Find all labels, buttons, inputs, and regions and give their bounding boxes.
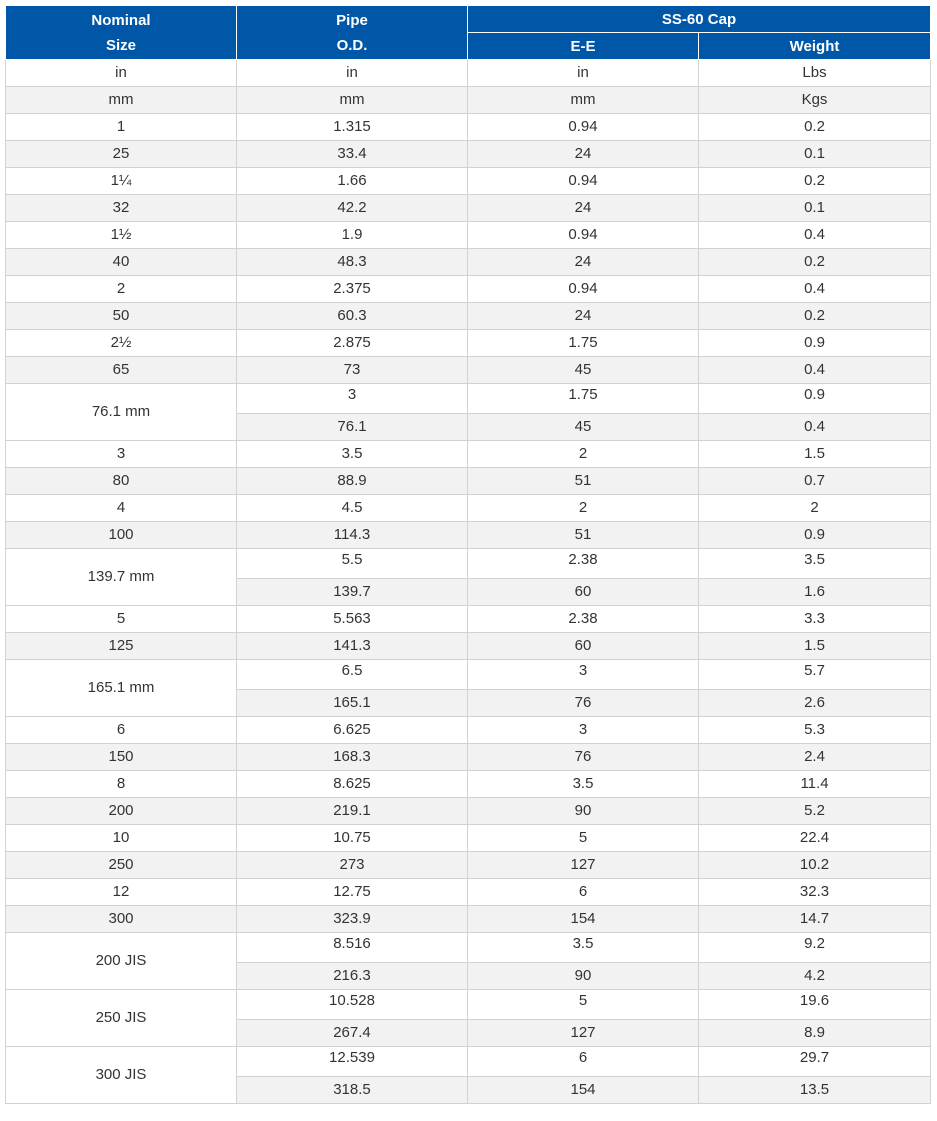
- weight-cell: 0.4: [699, 357, 931, 384]
- ee-cell: 90: [468, 963, 699, 990]
- ee-cell: in: [468, 60, 699, 87]
- pipe-od-cell: 8.625: [237, 771, 468, 798]
- weight-header: Weight: [699, 33, 931, 60]
- nominal-size-cell: 1½: [6, 222, 237, 249]
- pipe-od-cell: in: [237, 60, 468, 87]
- nominal-size-cell: 8: [6, 771, 237, 798]
- pipe-od-cell: 76.1: [237, 414, 468, 441]
- pipe-header-line1: Pipe: [336, 11, 368, 29]
- weight-cell: 9.2: [699, 933, 931, 963]
- pipe-od-cell: 2.375: [237, 276, 468, 303]
- ee-cell: mm: [468, 87, 699, 114]
- ee-cell: 45: [468, 414, 699, 441]
- pipe-od-cell: 1.315: [237, 114, 468, 141]
- pipe-header-line2: O.D.: [336, 36, 368, 54]
- ee-cell: 127: [468, 1020, 699, 1047]
- table-row: [6, 222, 931, 249]
- ee-cell: 51: [468, 468, 699, 495]
- nominal-size-cell: 250 JIS: [6, 990, 237, 1047]
- ee-cell: 127: [468, 852, 699, 879]
- pipe-od-cell: 165.1: [237, 690, 468, 717]
- ee-cell: 60: [468, 579, 699, 606]
- ee-cell: 5: [468, 990, 699, 1020]
- table-row: [6, 825, 931, 852]
- ee-cell: 76: [468, 690, 699, 717]
- ee-cell: 24: [468, 141, 699, 168]
- weight-cell: 0.2: [699, 303, 931, 330]
- table-row: [6, 114, 931, 141]
- nominal-size-cell: 65: [6, 357, 237, 384]
- nominal-size-cell: 125: [6, 633, 237, 660]
- pipe-od-cell: 10.75: [237, 825, 468, 852]
- pipe-od-cell: 1.66: [237, 168, 468, 195]
- table-row: [6, 441, 931, 468]
- pipe-od-cell: 5.5: [237, 549, 468, 579]
- pipe-od-cell: 267.4: [237, 1020, 468, 1047]
- ee-header: E-E: [468, 33, 699, 60]
- weight-cell: 1.5: [699, 633, 931, 660]
- nominal-size-cell: in: [6, 60, 237, 87]
- pipe-od-cell: 73: [237, 357, 468, 384]
- table-row: [6, 1047, 931, 1077]
- weight-cell: 14.7: [699, 906, 931, 933]
- nominal-size-cell: 1: [6, 114, 237, 141]
- table-row: [6, 303, 931, 330]
- table-row: [6, 495, 931, 522]
- nominal-size-cell: 76.1 mm: [6, 384, 237, 441]
- pipe-od-cell: 139.7: [237, 579, 468, 606]
- weight-cell: 5.2: [699, 798, 931, 825]
- pipe-od-cell: 6.5: [237, 660, 468, 690]
- table-row: [6, 384, 931, 414]
- weight-cell: 10.2: [699, 852, 931, 879]
- cap-group-header: SS-60 Cap: [468, 6, 931, 33]
- weight-cell: 2: [699, 495, 931, 522]
- pipe-od-cell: 8.516: [237, 933, 468, 963]
- nominal-size-cell: 80: [6, 468, 237, 495]
- weight-cell: 3.5: [699, 549, 931, 579]
- header-row: [6, 6, 931, 33]
- weight-cell: 0.2: [699, 114, 931, 141]
- table-row: [6, 87, 931, 114]
- pipe-od-cell: 219.1: [237, 798, 468, 825]
- table-header: [6, 6, 931, 60]
- ee-cell: 60: [468, 633, 699, 660]
- weight-cell: 22.4: [699, 825, 931, 852]
- nominal-size-cell: mm: [6, 87, 237, 114]
- pipe-od-cell: 6.625: [237, 717, 468, 744]
- ee-cell: 24: [468, 303, 699, 330]
- table-row: [6, 195, 931, 222]
- table-row: [6, 744, 931, 771]
- ee-cell: 3.5: [468, 933, 699, 963]
- nominal-header-line1: Nominal: [91, 11, 151, 29]
- weight-cell: 29.7: [699, 1047, 931, 1077]
- table-row: [6, 717, 931, 744]
- nominal-size-cell: 40: [6, 249, 237, 276]
- ee-cell: 0.94: [468, 276, 699, 303]
- pipe-od-cell: 4.5: [237, 495, 468, 522]
- ee-cell: 2: [468, 495, 699, 522]
- nominal-size-cell: 25: [6, 141, 237, 168]
- nominal-size-cell: 4: [6, 495, 237, 522]
- weight-cell: 0.4: [699, 414, 931, 441]
- weight-cell: 19.6: [699, 990, 931, 1020]
- weight-cell: 2.4: [699, 744, 931, 771]
- ee-cell: 5: [468, 825, 699, 852]
- nominal-size-cell: 1¼: [6, 168, 237, 195]
- ee-cell: 2: [468, 441, 699, 468]
- weight-cell: 11.4: [699, 771, 931, 798]
- pipe-od-cell: 60.3: [237, 303, 468, 330]
- table-row: [6, 660, 931, 690]
- nominal-size-cell: 150: [6, 744, 237, 771]
- nominal-size-cell: 5: [6, 606, 237, 633]
- table-row: [6, 990, 931, 1020]
- pipe-od-cell: 42.2: [237, 195, 468, 222]
- pipe-od-cell: 168.3: [237, 744, 468, 771]
- weight-cell: Kgs: [699, 87, 931, 114]
- pipe-od-cell: 33.4: [237, 141, 468, 168]
- pipe-od-cell: 273: [237, 852, 468, 879]
- weight-cell: 0.2: [699, 168, 931, 195]
- ee-cell: 6: [468, 1047, 699, 1077]
- table-row: [6, 249, 931, 276]
- weight-cell: 2.6: [699, 690, 931, 717]
- nominal-size-cell: 200: [6, 798, 237, 825]
- pipe-od-cell: 2.875: [237, 330, 468, 357]
- table-row: [6, 522, 931, 549]
- weight-cell: 5.3: [699, 717, 931, 744]
- pipe-od-cell: 10.528: [237, 990, 468, 1020]
- ee-cell: 154: [468, 906, 699, 933]
- ee-cell: 76: [468, 744, 699, 771]
- table-row: [6, 276, 931, 303]
- ee-cell: 0.94: [468, 168, 699, 195]
- table-row: [6, 852, 931, 879]
- nominal-size-cell: 139.7 mm: [6, 549, 237, 606]
- table-row: [6, 933, 931, 963]
- nominal-size-cell: 32: [6, 195, 237, 222]
- table-body: [6, 60, 931, 1104]
- nominal-size-cell: 2½: [6, 330, 237, 357]
- ee-cell: 45: [468, 357, 699, 384]
- weight-cell: 3.3: [699, 606, 931, 633]
- ee-cell: 1.75: [468, 330, 699, 357]
- table-row: [6, 798, 931, 825]
- weight-cell: 0.2: [699, 249, 931, 276]
- weight-cell: 0.9: [699, 522, 931, 549]
- pipe-od-cell: mm: [237, 87, 468, 114]
- pipe-od-cell: 114.3: [237, 522, 468, 549]
- pipe-od-cell: 141.3: [237, 633, 468, 660]
- pipe-od-cell: 318.5: [237, 1077, 468, 1104]
- ee-cell: 3: [468, 660, 699, 690]
- weight-cell: 0.4: [699, 276, 931, 303]
- weight-cell: 5.7: [699, 660, 931, 690]
- nominal-size-cell: 12: [6, 879, 237, 906]
- ee-cell: 2.38: [468, 606, 699, 633]
- table-row: [6, 906, 931, 933]
- table-row: [6, 357, 931, 384]
- ee-cell: 90: [468, 798, 699, 825]
- table-row: [6, 468, 931, 495]
- pipe-cap-spec-table: [5, 5, 931, 1104]
- pipe-od-header: [237, 6, 468, 60]
- nominal-header-line2: Size: [105, 36, 136, 54]
- weight-cell: 8.9: [699, 1020, 931, 1047]
- weight-cell: 0.4: [699, 222, 931, 249]
- nominal-size-cell: 100: [6, 522, 237, 549]
- nominal-size-cell: 2: [6, 276, 237, 303]
- ee-cell: 154: [468, 1077, 699, 1104]
- pipe-od-cell: 5.563: [237, 606, 468, 633]
- ee-cell: 3.5: [468, 771, 699, 798]
- pipe-od-cell: 88.9: [237, 468, 468, 495]
- weight-cell: 0.7: [699, 468, 931, 495]
- nominal-size-cell: 50: [6, 303, 237, 330]
- ee-cell: 0.94: [468, 222, 699, 249]
- pipe-od-cell: 12.75: [237, 879, 468, 906]
- ee-cell: 24: [468, 195, 699, 222]
- weight-cell: Lbs: [699, 60, 931, 87]
- ee-cell: 0.94: [468, 114, 699, 141]
- nominal-size-cell: 10: [6, 825, 237, 852]
- weight-cell: 1.5: [699, 441, 931, 468]
- pipe-od-cell: 323.9: [237, 906, 468, 933]
- table-row: [6, 633, 931, 660]
- pipe-od-cell: 216.3: [237, 963, 468, 990]
- weight-cell: 0.9: [699, 330, 931, 357]
- ee-cell: 6: [468, 879, 699, 906]
- weight-cell: 13.5: [699, 1077, 931, 1104]
- nominal-size-cell: 165.1 mm: [6, 660, 237, 717]
- nominal-size-header: [6, 6, 237, 60]
- table-row: [6, 60, 931, 87]
- table-row: [6, 549, 931, 579]
- pipe-od-cell: 3.5: [237, 441, 468, 468]
- pipe-od-cell: 1.9: [237, 222, 468, 249]
- weight-cell: 4.2: [699, 963, 931, 990]
- pipe-od-cell: 12.539: [237, 1047, 468, 1077]
- weight-cell: 1.6: [699, 579, 931, 606]
- weight-cell: 0.1: [699, 195, 931, 222]
- nominal-size-cell: 300: [6, 906, 237, 933]
- table-row: [6, 330, 931, 357]
- ee-cell: 51: [468, 522, 699, 549]
- ee-cell: 2.38: [468, 549, 699, 579]
- table-row: [6, 141, 931, 168]
- nominal-size-cell: 250: [6, 852, 237, 879]
- pipe-od-cell: 3: [237, 384, 468, 414]
- pipe-od-cell: 48.3: [237, 249, 468, 276]
- weight-cell: 0.1: [699, 141, 931, 168]
- table-row: [6, 771, 931, 798]
- ee-cell: 24: [468, 249, 699, 276]
- ee-cell: 1.75: [468, 384, 699, 414]
- weight-cell: 32.3: [699, 879, 931, 906]
- nominal-size-cell: 200 JIS: [6, 933, 237, 990]
- nominal-size-cell: 6: [6, 717, 237, 744]
- ee-cell: 3: [468, 717, 699, 744]
- nominal-size-cell: 3: [6, 441, 237, 468]
- table-row: [6, 879, 931, 906]
- table-row: [6, 168, 931, 195]
- nominal-size-cell: 300 JIS: [6, 1047, 237, 1104]
- table-row: [6, 606, 931, 633]
- weight-cell: 0.9: [699, 384, 931, 414]
